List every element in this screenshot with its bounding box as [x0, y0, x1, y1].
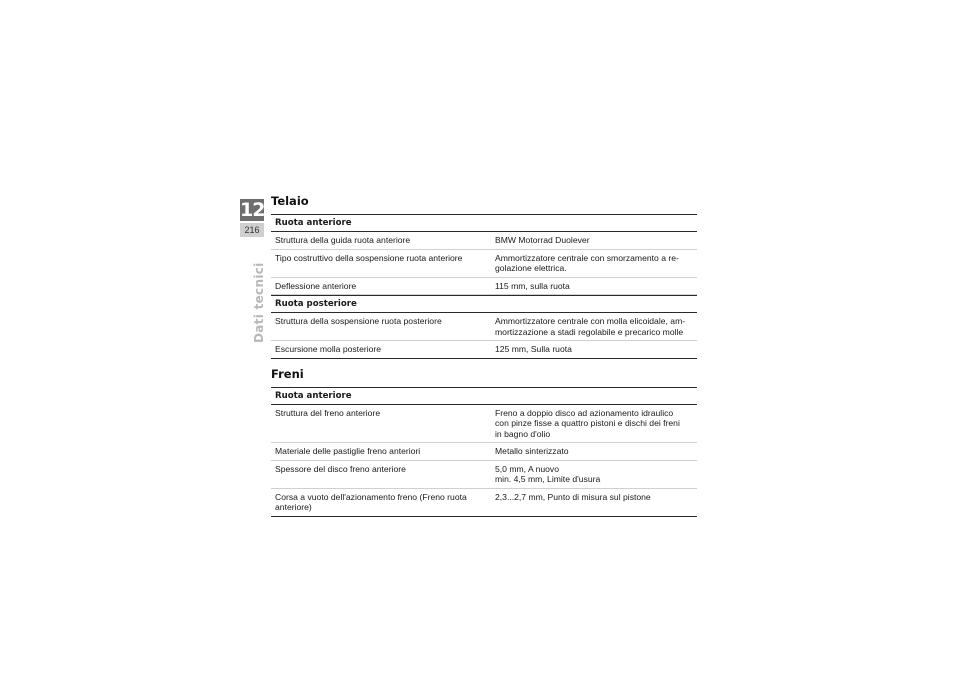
telaio-table: [271, 214, 697, 359]
row-label: Struttura della sospensione ruota posteriore: [275, 316, 442, 326]
table-row: [271, 313, 697, 341]
row-label: Struttura del freno anteriore: [275, 407, 381, 418]
table-row: [271, 250, 697, 278]
row-value: Ammortizzatore centrale con smorzamento a re- golazione elettrica.: [495, 252, 679, 273]
table-row: [271, 405, 697, 444]
page-number: 216: [240, 223, 264, 237]
row-value: Metallo sinterizzato: [495, 446, 569, 456]
table-row: [271, 278, 697, 296]
table-row: [271, 461, 697, 489]
chapter-title-vertical: Dati tecnici: [252, 262, 266, 343]
section-title-freni: Freni: [271, 366, 304, 381]
table-row: [271, 443, 697, 461]
page-content: [271, 193, 697, 517]
row-label: Deflessione anteriore: [275, 280, 357, 291]
row-value: Freno a doppio disco ad azionamento idraulico con pinze fisse a quattro pistoni e dischi dei freni in bagno d'olio: [495, 407, 680, 439]
subsection-heading: Ruota anteriore: [271, 388, 697, 405]
row-label: Corsa a vuoto dell'azionamento freno (Freno ruota anteriore): [275, 491, 467, 512]
row-label: Tipo costruttivo della sospensione ruota anteriore: [275, 252, 463, 263]
subsection-heading: Ruota posteriore: [271, 295, 697, 313]
table-row: [271, 232, 697, 250]
row-label: Escursione molla posteriore: [275, 344, 382, 354]
freni-table: [271, 387, 697, 517]
row-value: 2,3...2,7 mm, Punto di misura sul pistone: [495, 491, 651, 502]
table-row: [271, 341, 697, 358]
table-row: [271, 489, 697, 516]
row-value: 125 mm, Sulla ruota: [495, 344, 572, 354]
subsection-heading: Ruota anteriore: [271, 215, 697, 232]
row-value: Ammortizzatore centrale con molla elicoidale, am- mortizzazione a stadi regolabile e precarico molle: [495, 316, 686, 337]
row-value: 115 mm, sulla ruota: [495, 280, 570, 291]
row-label: Struttura della guida ruota anteriore: [275, 235, 411, 245]
row-value: BMW Motorrad Duolever: [495, 235, 590, 245]
row-label: Materiale delle pastiglie freno anteriori: [275, 446, 421, 456]
row-label: Spessore del disco freno anteriore: [275, 463, 406, 474]
row-value: 5,0 mm, A nuovo min. 4,5 mm, Limite d'usura: [495, 463, 601, 484]
section-title-telaio: Telaio: [271, 194, 309, 208]
chapter-number-badge: 12: [240, 199, 265, 221]
